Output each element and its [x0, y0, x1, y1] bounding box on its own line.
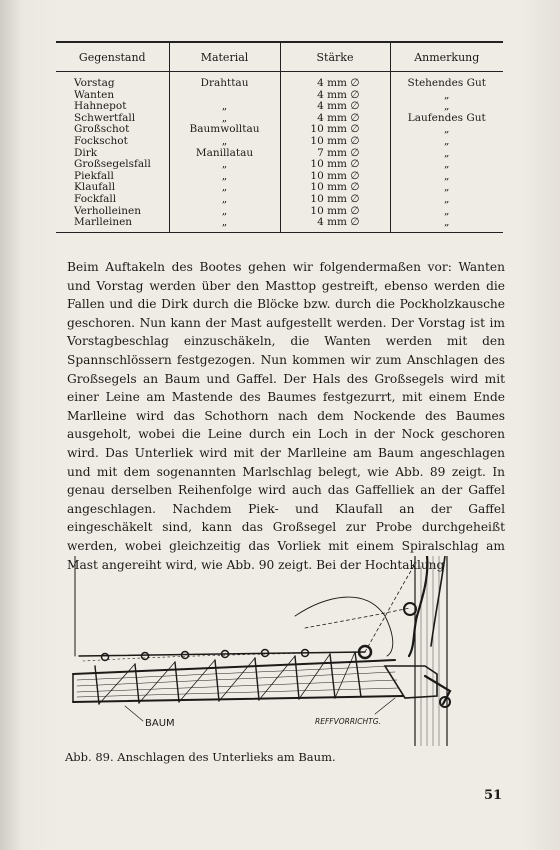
label-baum: BAUM: [145, 718, 175, 729]
cell-staerke: 10 mm ∅: [280, 182, 390, 194]
cell-gegenstand: Fockfall: [74, 192, 117, 205]
cell-staerke: 10 mm ∅: [280, 206, 390, 218]
cell-gegenstand: Verholleinen: [74, 204, 141, 217]
header-gegenstand: Gegenstand: [56, 43, 169, 72]
cell-gegenstand: Schwertfall: [74, 111, 136, 124]
cell-gegenstand: Vorstag: [74, 77, 115, 90]
table-row: [56, 182, 503, 194]
cell-material: „: [169, 194, 280, 206]
rigging-table: [56, 43, 503, 233]
cell-anmerkung: „: [390, 217, 503, 232]
cell-gegenstand: Wanten: [74, 88, 115, 101]
reefing-device: [385, 666, 437, 698]
cell-anmerkung: „: [390, 148, 503, 160]
cell-material: Manillatau: [169, 148, 280, 160]
cell-material: „: [169, 217, 280, 232]
cell-material: „: [169, 113, 280, 125]
label-leader-baum: [125, 706, 143, 721]
cell-anmerkung: „: [390, 136, 503, 148]
cell-anmerkung: „: [390, 182, 503, 194]
cell-anmerkung: „: [390, 159, 503, 171]
dirk-line: [365, 564, 415, 652]
table-header-row: [56, 43, 503, 72]
cell-anmerkung: „: [390, 101, 503, 113]
header-anmerkung: Anmerkung: [390, 43, 503, 72]
sail-corner-curve: [295, 597, 393, 656]
cell-material: „: [169, 171, 280, 183]
cell-staerke: 4 mm ∅: [280, 113, 390, 125]
cell-anmerkung: „: [390, 171, 503, 183]
cell-anmerkung: Laufendes Gut: [390, 113, 503, 125]
table-row: [56, 171, 503, 183]
cell-gegenstand: Großschot: [74, 123, 130, 136]
lacing-line: [305, 608, 410, 628]
cell-anmerkung: „: [390, 194, 503, 206]
cell-material: Baumwolltau: [169, 124, 280, 136]
cell-gegenstand: Piekfall: [74, 169, 114, 182]
cell-material: „: [169, 206, 280, 218]
cell-gegenstand: Hahnepot: [74, 100, 127, 113]
cell-staerke: 7 mm ∅: [280, 148, 390, 160]
table-row: [56, 136, 503, 148]
cell-material: „: [169, 101, 280, 113]
cell-anmerkung: „: [390, 90, 503, 102]
mast-shading: [421, 556, 439, 746]
table-row: [56, 217, 503, 232]
cell-staerke: 10 mm ∅: [280, 159, 390, 171]
label-reffvorrichtung: REFFVORRICHTG.: [315, 717, 381, 726]
label-leader-reff: [375, 698, 395, 714]
cell-gegenstand: Dirk: [74, 146, 98, 159]
figure-caption: Abb. 89. Anschlagen des Unterlieks am Baum.: [65, 750, 336, 764]
lashing-diagonal: [99, 652, 355, 704]
cell-gegenstand: Marlleinen: [56, 217, 169, 232]
table-body: [56, 72, 503, 233]
cell-material: „: [169, 159, 280, 171]
boom-shading: [77, 666, 399, 697]
boom-illustration: [65, 556, 505, 746]
table-row: [56, 194, 503, 206]
cell-gegenstand: Fockschot: [74, 135, 128, 148]
cell-staerke: 10 mm ∅: [280, 124, 390, 136]
cell-material: Drahttau: [169, 72, 280, 90]
table-row: [56, 159, 503, 171]
cell-anmerkung: „: [390, 206, 503, 218]
cell-staerke: 10 mm ∅: [280, 194, 390, 206]
page-number: 51: [484, 788, 503, 803]
halyard-rope: [409, 556, 427, 656]
lashing: [95, 652, 361, 704]
cell-gegenstand: Großsegelsfall: [74, 158, 151, 171]
cell-gegenstand: Klaufall: [74, 181, 116, 194]
header-staerke: Stärke: [280, 43, 390, 72]
header-material: Material: [169, 43, 280, 72]
cell-staerke: 4 mm ∅: [280, 101, 390, 113]
cell-material: „: [169, 136, 280, 148]
cell-staerke: 4 mm ∅: [280, 90, 390, 102]
cell-anmerkung: Stehendes Gut: [390, 72, 503, 90]
cell-material: „: [169, 182, 280, 194]
cell-staerke: 10 mm ∅: [280, 136, 390, 148]
body-paragraph: Beim Auftakeln des Bootes gehen wir folgendermaßen vor: Wanten und Vorstag werden über den Masttop gestreift, ebenso werden die Fallen und die Dirk durch die Blöcke bzw. durch die Pockholzkausche geschoren. Nun kann der Mast aufgestellt werden. Der Vorstag ist im Vorstagbeschlag einzuschäkeln, die Wanten werden mit den Spannschlössern festgezogen. Nun kommen wir zum Anschlagen des Großsegels an Baum und Gaffel. Der Hals des Großsegels wird mit einer Leine am Mastende des Baumes festgezurrt, mit einem Ende Marlleine wird das Schothorn nach dem Nockende des Baumes ausgeholt, wobei die Leine durch ein Loch in der Nock geschoren wird. Das Unterliek wird mit der Marlleine am Baum angeschlagen und mit dem sogenannten Marlschlag belegt, wie Abb. 89 zeigt. In genau derselben Reihenfolge wird auch das Gaffelliek an der Gaffel angeschlagen. Nachdem Piek- und Klaufall an der Gaffel eingeschäkelt sind, kann das Großsegel zur Probe durchgeheißt werden, wobei gleichzeitig das Vorliek mit einem Spiralschlag am Mast angereiht wird, wie Abb. 90 zeigt. Bei der Hochtaklung: [67, 260, 505, 572]
table-row: [56, 72, 503, 90]
cell-staerke: 10 mm ∅: [280, 171, 390, 183]
cell-anmerkung: „: [390, 124, 503, 136]
cell-staerke: 4 mm ∅: [280, 72, 390, 90]
cell-staerke: 4 mm ∅: [280, 217, 390, 232]
boom-bottom: [73, 696, 403, 702]
